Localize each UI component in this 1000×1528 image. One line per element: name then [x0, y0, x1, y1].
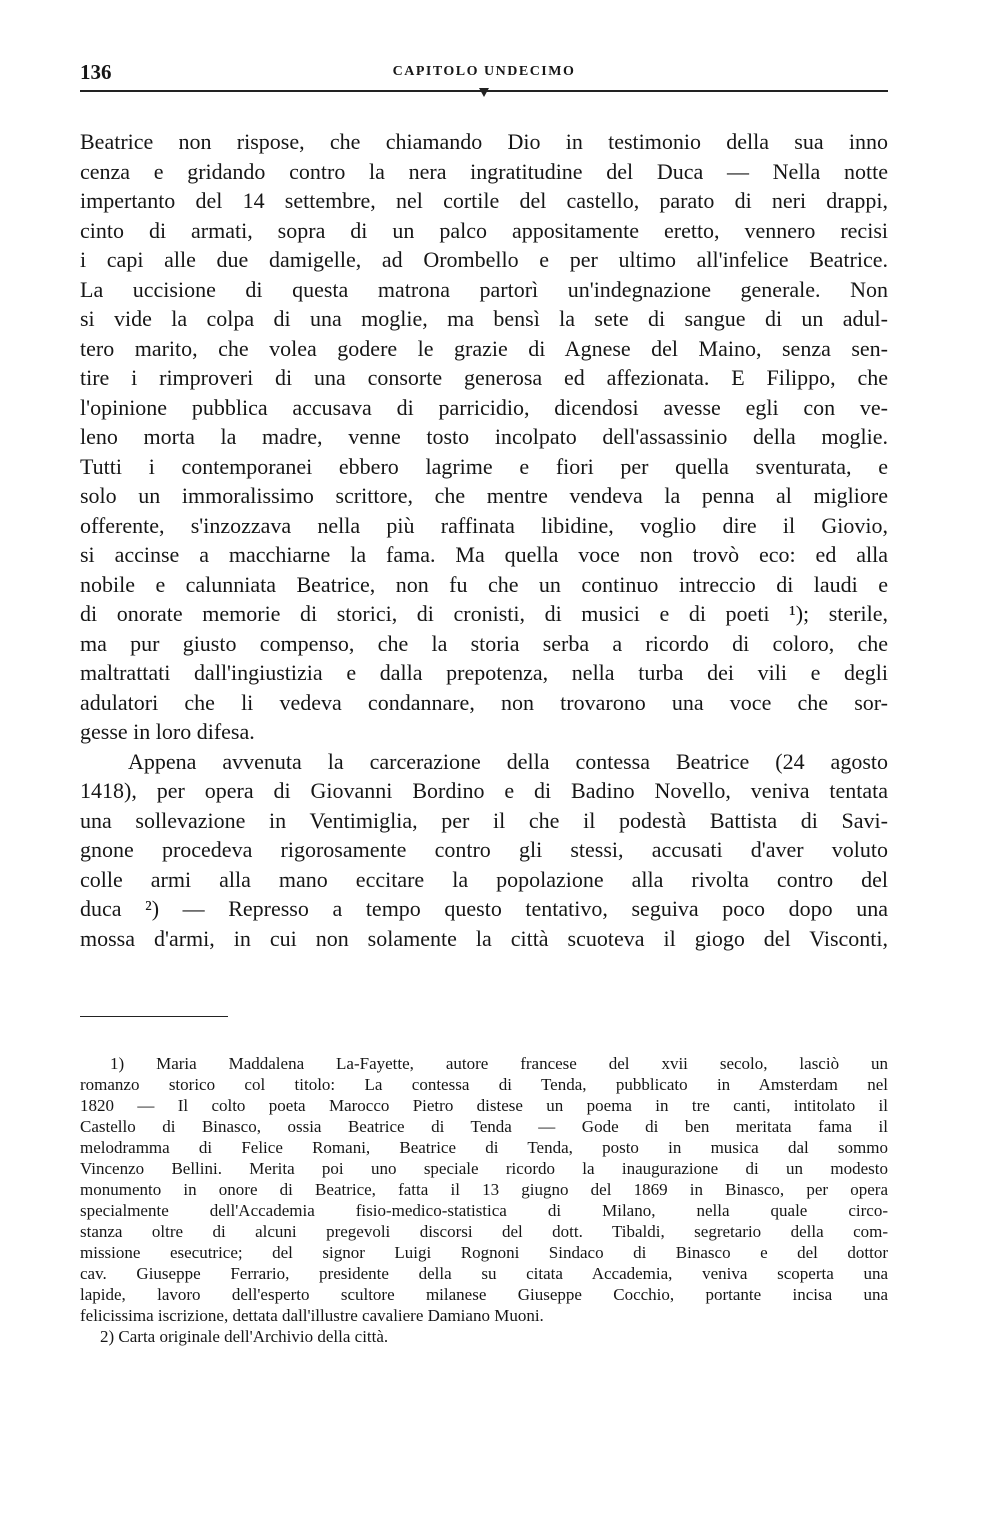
body-line: 1418), per opera di Giovanni Bordino e di Badino Novello, veniva tentata	[80, 778, 888, 803]
body-line: offerente, s'inzozzava nella più raffinata libidine, voglio dire il Giovio,	[80, 512, 888, 538]
body-line: solo un immoralissimo scrittore, che mentre vendeva la penna al migliore	[80, 483, 888, 508]
body-line: Beatrice non rispose, che chiamando Dio in testimonio della sua inno	[80, 129, 888, 154]
footnote-line: 1) Maria Maddalena La-Fayette, autore francese del xvii secolo, lasciò un	[110, 1054, 888, 1073]
body-line: nobile e calunniata Beatrice, non fu che un continuo intreccio di laudi e	[80, 571, 888, 597]
body-line: l'opinione pubblica accusava di parricidio, dicendosi avesse egli con ve-	[80, 394, 888, 420]
footnote-line: Castello di Binasco, ossia Beatrice di Tenda — Gode di ben meritata fama il	[80, 1117, 888, 1136]
body-line: Appena avvenuta la carcerazione della contessa Beatrice (24 agosto	[128, 748, 888, 774]
footnote-line: stanza oltre di alcuni pregevoli discorsi del dott. Tibaldi, segretario della com-	[80, 1222, 888, 1241]
body-line: tire i rimproveri di una consorte generosa ed affezionata. E Filippo, che	[80, 365, 888, 390]
footnotes	[80, 1053, 888, 1347]
footnote-line: romanzo storico col titolo: La contessa di Tenda, pubblicato in Amsterdam nel	[80, 1075, 888, 1094]
footnote-line: Vincenzo Bellini. Merita poi uno speciale ricordo la inaugurazione di un modesto	[80, 1159, 888, 1178]
body-line: ma pur giusto compenso, che la storia serba a ricordo di coloro, che	[80, 630, 888, 656]
footnote-line: specialmente dell'Accademia fisio-medico-statistica di Milano, nella quale circo-	[80, 1201, 888, 1220]
body-line: duca ²) — Represso a tempo questo tentativo, seguiva poco dopo una	[80, 896, 888, 921]
footnote-line: missione esecutrice; del signor Luigi Rognoni Sindaco di Binasco e del dottor	[80, 1243, 888, 1262]
body-line: si accinse a macchiarne la fama. Ma quella voce non trovò eco: ed alla	[80, 542, 888, 567]
body-line: cinto di armati, sopra di un palco appositamente eretto, vennero recisi	[80, 217, 888, 243]
rule-ornament-icon	[479, 88, 489, 97]
footnote-line: monumento in onore di Beatrice, fatta il 13 giugno del 1869 in Binasco, per opera	[80, 1180, 888, 1199]
footnote-line: 1820 — Il colto poeta Marocco Pietro distese un poema in tre canti, intitolato il	[80, 1096, 888, 1115]
body-line: i capi alle due damigelle, ad Orombello e per ultimo all'infelice Beatrice.	[80, 247, 888, 272]
body-line: gnone procedeva rigorosamente contro gli stessi, accusati d'aver voluto	[80, 837, 888, 862]
body-line: impertanto del 14 settembre, nel cortile del castello, parato di neri drappi,	[80, 188, 888, 213]
chapter-title: CAPITOLO UNDECIMO	[392, 64, 576, 79]
body-line: adulatori che li vedeva condannare, non trovarono una voce che sor-	[80, 689, 888, 715]
body-line: maltrattati dall'ingiustizia e dalla prepotenza, nella turba dei vili e degli	[80, 660, 888, 685]
body-line: tero marito, che volea godere le grazie di Agnese del Maino, senza sen-	[80, 335, 888, 361]
running-head	[80, 60, 888, 100]
body-line: una sollevazione in Ventimiglia, per il che il podestà Battista di Savi-	[80, 807, 888, 833]
body-line: Tutti i contemporanei ebbero lagrime e fiori per quella sventurata, e	[80, 453, 888, 479]
page-number: 136	[80, 60, 112, 84]
footnote-line: 2) Carta originale dell'Archivio della città.	[100, 1327, 389, 1346]
body-line: si vide la colpa di una moglie, ma bensì la sete di sangue di un adul-	[80, 306, 888, 331]
body-line: La uccisione di questa matrona partorì un'indegnazione generale. Non	[80, 276, 888, 302]
body-text	[80, 127, 888, 953]
footnote-line: felicissima iscrizione, dettata dall'illustre cavaliere Damiano Muoni.	[80, 1306, 544, 1325]
footnote-line: lapide, lavoro dell'esperto scultore milanese Giuseppe Cocchio, portante incisa una	[80, 1285, 888, 1304]
body-line: di onorate memorie di storici, di cronisti, di musici e di poeti ¹); sterile,	[80, 601, 888, 626]
body-line: leno morta la madre, venne tosto incolpato dell'assassinio della moglie.	[80, 424, 888, 449]
footnote-rule	[80, 1016, 228, 1017]
footnote-line: melodramma di Felice Romani, Beatrice di Tenda, posto in musica dal sommo	[80, 1138, 888, 1157]
body-line: colle armi alla mano eccitare la popolazione alla rivolta contro del	[80, 866, 888, 892]
body-line: cenza e gridando contro la nera ingratitudine del Duca — Nella notte	[80, 158, 888, 184]
body-line: gesse in loro difesa.	[80, 719, 255, 744]
footnote-line: cav. Giuseppe Ferrario, presidente della su citata Accademia, veniva scoperta una	[80, 1264, 888, 1283]
body-line: mossa d'armi, in cui non solamente la città scuoteva il giogo del Visconti,	[80, 925, 888, 951]
